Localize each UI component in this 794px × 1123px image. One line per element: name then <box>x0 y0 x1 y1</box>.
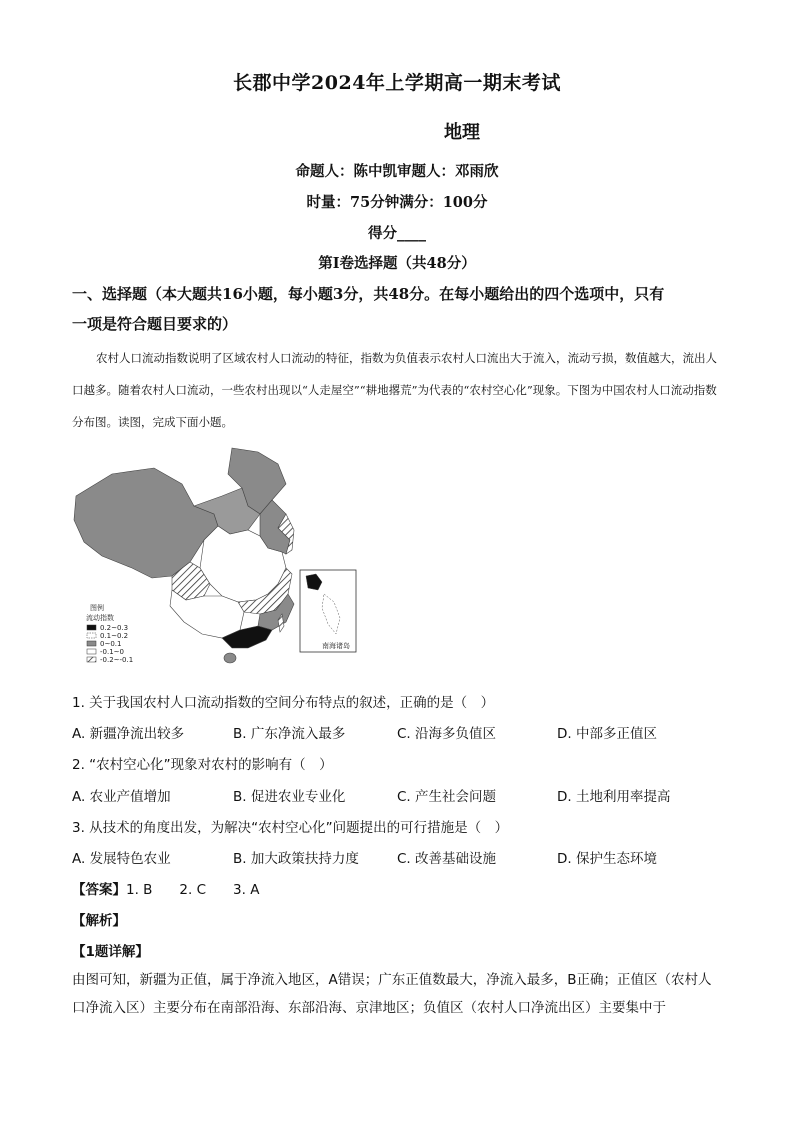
legend-item-2 <box>87 632 128 640</box>
map-region-west <box>74 468 218 578</box>
map-region-hainan <box>224 653 236 663</box>
q2-option-b: B. 促进农业专业化 <box>233 789 346 805</box>
legend-subtitle: 流动指数 <box>86 614 114 622</box>
section-heading-line2: 一项是符合题目要求的） <box>72 315 238 333</box>
legend-label-4: -0.1~0 <box>100 648 124 656</box>
q2-option-d: D. 土地利用率提高 <box>557 789 671 805</box>
time-score-line: 时量：75分钟满分：100分 <box>306 194 488 211</box>
legend-label-1: 0.2~0.3 <box>100 624 129 632</box>
authors-line: 命题人：陈中凯审题人：邓雨欣 <box>295 163 499 180</box>
answer-values: 1. B 2. C 3. A <box>126 882 260 898</box>
question-2-stem: 2. “农村空心化”现象对农村的影响有（ ） <box>72 757 333 773</box>
question-3-stem: 3. 从技术的角度出发，为解决“农村空心化”问题提出的可行措施是（ ） <box>72 820 509 836</box>
analysis-label: 【解析】 <box>72 913 126 929</box>
legend-item-5 <box>87 656 133 664</box>
q3-option-d: D. 保护生态环境 <box>557 851 657 867</box>
q2-option-c: C. 产生社会问题 <box>397 789 497 805</box>
q2-option-a: A. 农业产值增加 <box>72 789 171 805</box>
section-heading-line1: 一、选择题（本大题共16小题，每小题3分，共48分。在每小题给出的四个选项中，只有 <box>72 285 665 303</box>
legend-label-3: 0~0.1 <box>100 640 122 648</box>
question-1-stem: 1. 关于我国农村人口流动指数的空间分布特点的叙述，正确的是（ ） <box>72 695 495 711</box>
exam-title: 长郡中学2024年上学期高一期末考试 <box>233 72 561 94</box>
q3-option-c: C. 改善基础设施 <box>397 851 497 867</box>
q3-option-a: A. 发展特色农业 <box>72 851 171 867</box>
q1-option-d: D. 中部多正值区 <box>557 726 657 742</box>
score-line: 得分____ <box>368 225 426 242</box>
q1-option-b: B. 广东净流入最多 <box>233 726 346 742</box>
part-title: 第Ⅰ卷选择题（共48分） <box>318 255 476 272</box>
answer-line <box>72 878 259 898</box>
answer-label: 【答案】 <box>72 882 126 898</box>
q1-option-a: A. 新疆净流出较多 <box>72 726 185 742</box>
q3-option-b: B. 加大政策扶持力度 <box>233 851 359 867</box>
legend-label-5: -0.2~-0.1 <box>100 656 134 664</box>
analysis-text: 由图可知，新疆为正值，属于净流入地区，A错误；广东正值数最大，净流入最多，B正确；正值区（农村人口净流入区）主要分布在南部沿海、东部沿海、京津地区；负值区（农村人口净流出区）主要集中于 <box>72 972 712 1016</box>
china-rural-flow-map <box>72 444 362 676</box>
intro-paragraph: 农村人口流动指数说明了区域农村人口流动的特征，指数为负值表示农村人口流出大于流入，流动亏损，数值越大，流出人口越多。随着农村人口流动，一些农村出现以“人走屋空”“耕地撂荒”为代表的“农村空心化”现象。下图为中国农村人口流动指数分布图。读图，完成下面小题。 <box>72 351 717 429</box>
subject-title: 地理 <box>444 122 480 143</box>
legend-item-3 <box>87 640 121 648</box>
legend-title: 图例 <box>90 604 104 612</box>
legend-item-1 <box>87 624 128 632</box>
q1-option-c: C. 沿海多负值区 <box>397 726 497 742</box>
detail-label: 【1题详解】 <box>72 944 149 960</box>
legend-item-4 <box>87 648 124 656</box>
legend-label-2: 0.1~0.2 <box>100 632 129 640</box>
inset-label: 南海诸岛 <box>322 642 350 650</box>
